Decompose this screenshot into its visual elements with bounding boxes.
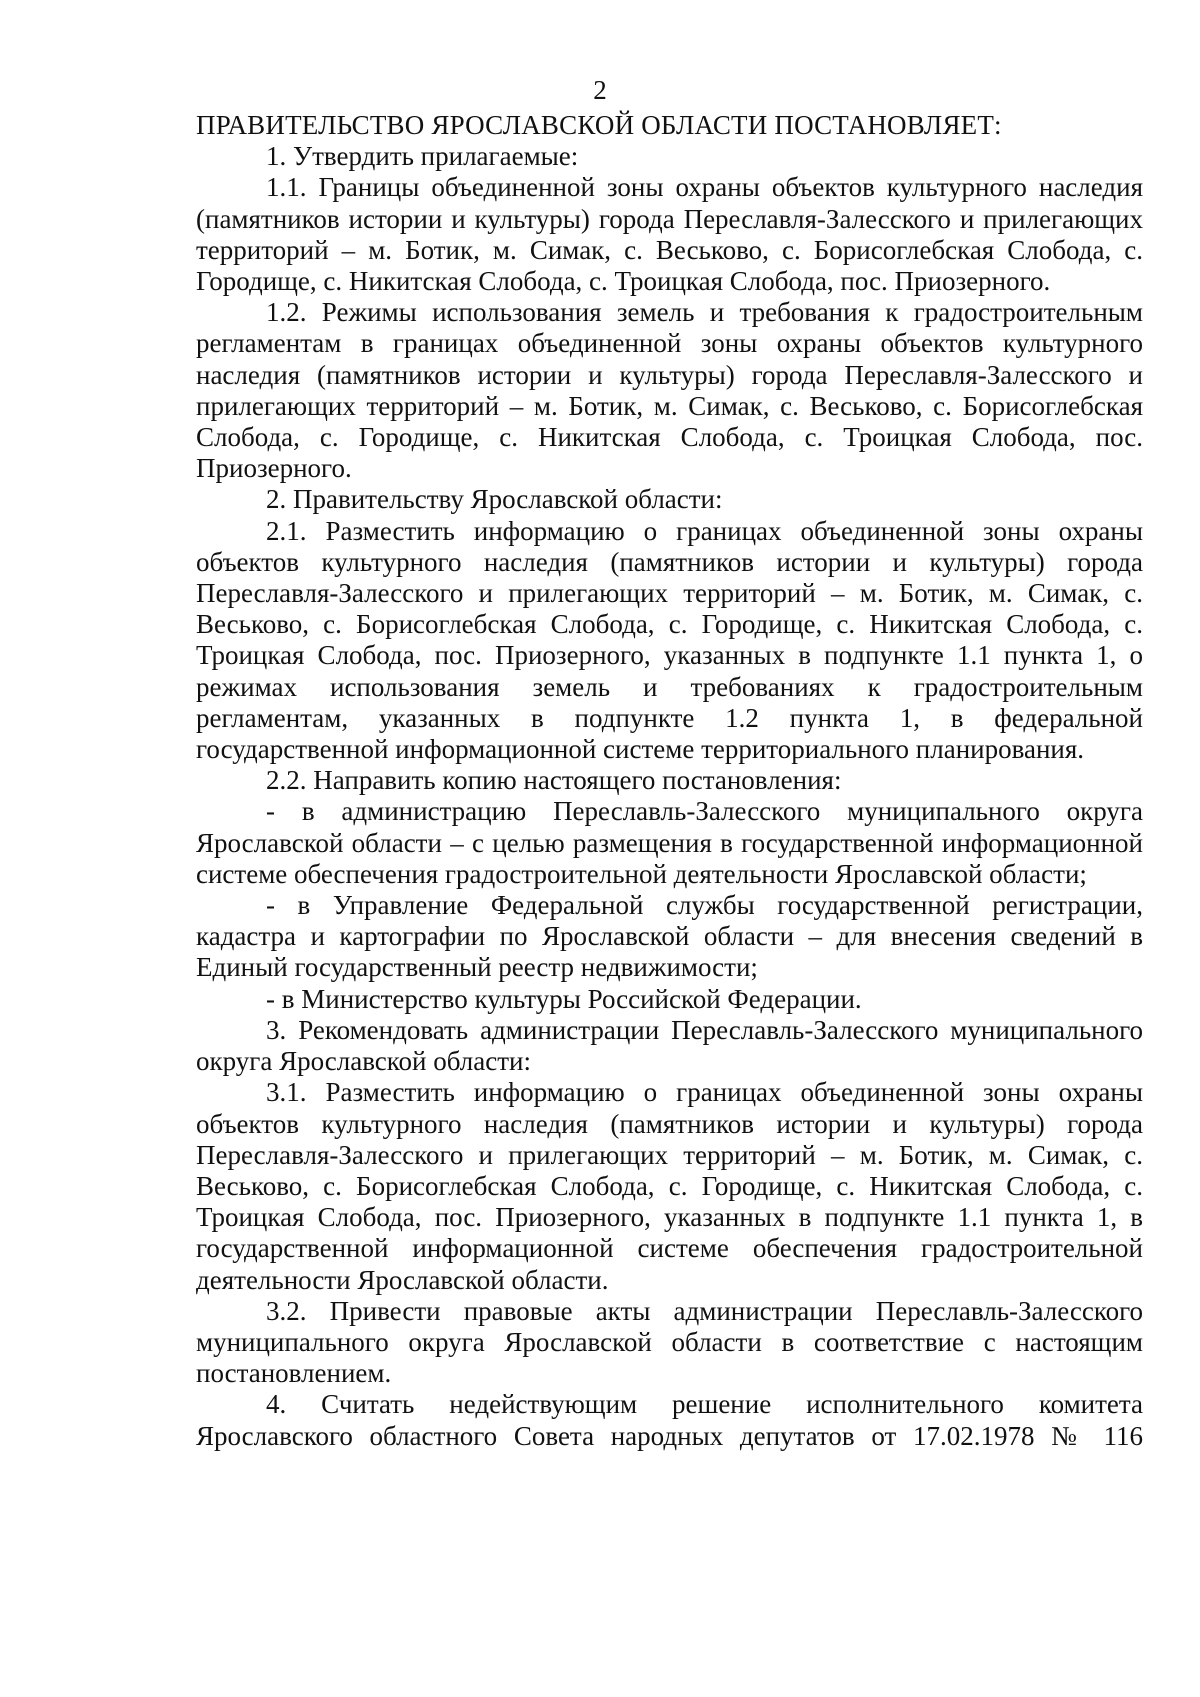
- paragraph-3-1: 3.1. Разместить информацию о границах объединенной зоны охраны объектов культурного наследия (памятников истории и культуры) города Переславля-Залесского и прилегающих территорий – м. Ботик, м. Симак, с. Веськово, с. Борисоглебская Слобода, с. Городище, с. Никитская Слобода, с. Троицкая Слобода, пос. Приозерного, указанных в подпункте 1.1 пункта 1, в государственной информационной системе обеспечения градостроительной деятельности Ярославской области.: [196, 1077, 1143, 1295]
- resolution-heading: ПРАВИТЕЛЬСТВО ЯРОСЛАВСКОЙ ОБЛАСТИ ПОСТАНОВЛЯЕТ:: [196, 110, 1002, 140]
- page-number: 2: [593, 75, 607, 105]
- paragraph-3-2: 3.2. Привести правовые акты администрации Переславль-Залесского муниципального округа Ярославской области в соответствие с настоящим постановлением.: [196, 1295, 1143, 1389]
- paragraph-3: 3. Рекомендовать администрации Переславль-Залесского муниципального округа Ярославской области:: [196, 1014, 1143, 1077]
- paragraph-2-2-item-1: - в администрацию Переславль-Залесского муниципального округа Ярославской области – с целью размещения в государственной информационной системе обеспечения градостроительной деятельности Ярославской области;: [196, 796, 1143, 889]
- paragraph-2-2-item-3: - в Министерство культуры Российской Федерации.: [266, 983, 862, 1014]
- paragraph-2-2-item-2: - в Управление Федеральной службы государственной регистрации, кадастра и картографии по Ярославской области – для внесения сведений в Единый государственный реестр недвижимости;: [196, 890, 1143, 983]
- paragraph-1-2: 1.2. Режимы использования земель и требования к градостроительным регламентам в границах объединенной зоны охраны объектов культурного наследия (памятников истории и культуры) города Переславля-Залесского и прилегающих территорий – м. Ботик, м. Симак, с. Веськово, с. Борисоглебская Слобода, с. Городище, с. Никитская Слобода, с. Троицкая Слобода, пос. Приозерного.: [196, 297, 1143, 484]
- paragraph-1: 1. Утвердить прилагаемые:: [266, 141, 579, 172]
- paragraph-2-1: 2.1. Разместить информацию о границах объединенной зоны охраны объектов культурного наследия (памятников истории и культуры) города Переславля-Залесского и прилегающих территорий – м. Ботик, м. Симак, с. Веськово, с. Борисоглебская Слобода, с. Городище, с. Никитская Слобода, с. Троицкая Слобода, пос. Приозерного, указанных в подпункте 1.1 пункта 1, о режимах использования земель и требованиях к градостроительным регламентам, указанных в подпункте 1.2 пункта 1, в федеральной государственной информационной системе территориального планирования.: [196, 515, 1143, 765]
- document-body: [196, 110, 1143, 1452]
- paragraph-2-2: 2.2. Направить копию настоящего постановления:: [266, 765, 842, 796]
- paragraph-4: 4. Считать недействующим решение исполнительного комитета Ярославского областного Совета народных депутатов от 17.02.1978 № 116: [196, 1389, 1143, 1451]
- paragraph-1-1: 1.1. Границы объединенной зоны охраны объектов культурного наследия (памятников истории и культуры) города Переславля-Залесского и прилегающих территорий – м. Ботик, м. Симак, с. Веськово, с. Борисоглебская Слобода, с. Городище, с. Никитская Слобода, с. Троицкая Слобода, пос. Приозерного.: [196, 172, 1143, 297]
- paragraph-2: 2. Правительству Ярославской области:: [266, 484, 723, 515]
